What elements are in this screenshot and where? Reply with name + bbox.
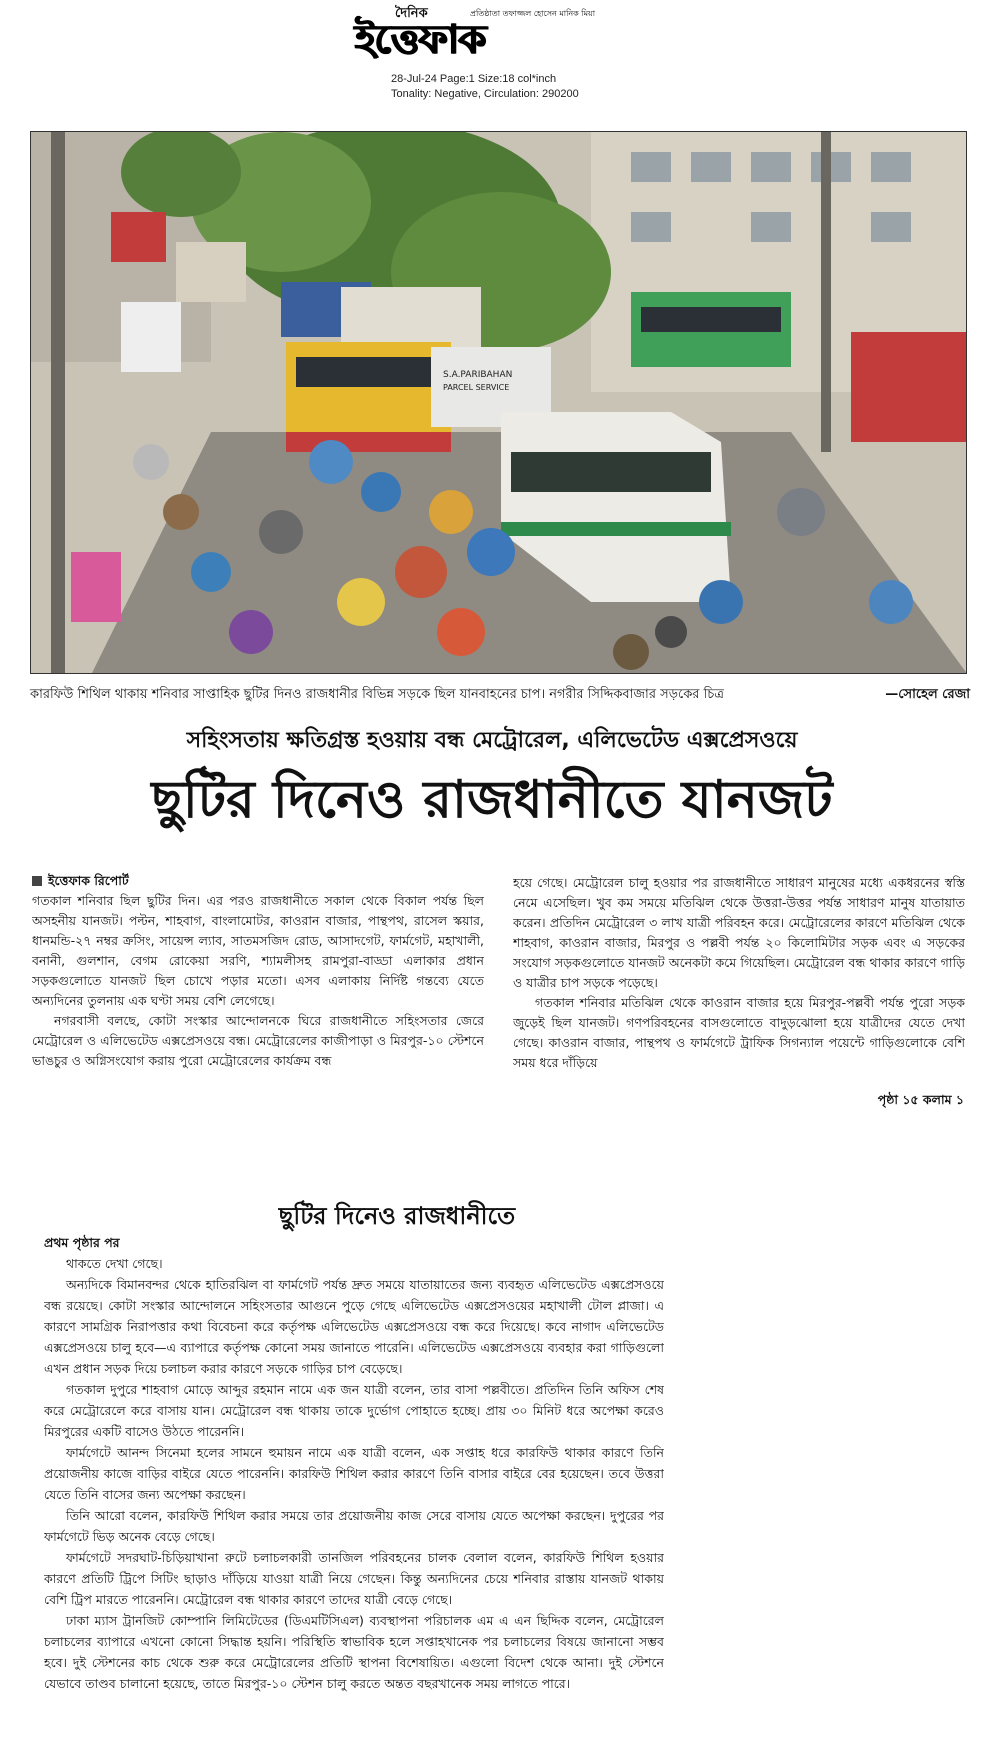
- continuation-from: প্রথম পৃষ্ঠার পর: [44, 1235, 120, 1250]
- article-paragraph: নগরবাসী বলছে, কোটা সংস্কার আন্দোলনকে ঘিরে রাজধানীতে সহিংসতার জেরে মেট্রোরেল ও এলিভেটেড এক্সপ্রেসওয়ে বন্ধ। মেট্রোরেলের কাজীপাড়া ও মিরপুর-১০ স্টেশনে ভাঙচুর ও অগ্নিসংযোগ করায় পুরো মেট্রোরেলের কার্যক্রম বন্ধ: [32, 1013, 484, 1068]
- byline-square-icon: [32, 876, 42, 886]
- masthead-logo: ইত্তেফাক: [355, 17, 486, 63]
- traffic-photo-illustration: [31, 132, 967, 674]
- continuation-paragraph: গতকাল দুপুরে শাহবাগ মোড়ে আব্দুর রহমান নামে এক জন যাত্রী বলেন, তার বাসা পল্লবীতে। প্রতিদিন তিনি অফিস শেষ করে মেট্রোরেলে করে বাসায় যান। মেট্রোরেল বন্ধ থাকায় তাকে দুর্ভোগ পোহাতে হচ্ছে। প্রায় ৩০ মিনিট ধরে অপেক্ষা করেও মিরপুরের একটি বাসেও উঠতে পারেননি।: [44, 1382, 664, 1439]
- article-paragraph: গতকাল শনিবার মতিঝিল থেকে কাওরান বাজার হয়ে মিরপুর-পল্লবী পর্যন্ত পুরো সড়ক জুড়েই ছিল যানজট। গণপরিবহনের বাসগুলোতে বাদুড়ঝোলা হয়ে যাত্রীদের যেতে দেখা গেছে। কাওরান বাজার, পান্থপথ ও ফার্মগেটে ট্রাফিক সিগন্যাল পয়েন্টে গাড়িগুলোকে বেশি সময় ধরে দাঁড়িয়ে: [513, 995, 965, 1070]
- clipping-meta: [391, 72, 579, 102]
- continuation-body: [44, 1253, 664, 1753]
- bus-sign-2: PARCEL SERVICE: [443, 383, 510, 392]
- photo-caption: [30, 685, 970, 706]
- photo-credit: —সোহেল রেজা: [885, 687, 970, 702]
- article-column-left: [32, 891, 484, 1111]
- bus-sign-1: S.A.PARIBAHAN: [443, 370, 513, 380]
- traffic-photo: [30, 131, 967, 674]
- masthead: [355, 4, 635, 70]
- masthead-small: দৈনিক: [395, 6, 428, 21]
- article-headline: ছুটির দিনেও রাজধানীতে যানজট: [151, 770, 833, 830]
- continuation-headline: ছুটির দিনেও রাজধানীতে: [278, 1202, 516, 1230]
- continuation-paragraph: থাকতে দেখা গেছে।: [66, 1256, 163, 1271]
- article-column-right: [513, 873, 965, 1113]
- meta-line-2: Tonality: Negative, Circulation: 290200: [391, 88, 579, 100]
- byline-text: ইত্তেফাক রিপোর্ট: [48, 873, 129, 888]
- article-paragraph: হয়ে গেছে। মেট্রোরেল চালু হওয়ার পর রাজধানীতে সাধারণ মানুষের মধ্যে একধরনের স্বস্তি নেমে এসেছিল। খুব কম সময়ে মতিঝিল থেকে উত্তরা-উত্তর পর্যন্ত সাধারণ মানুষ যাতায়াত করেন। প্রতিদিন মেট্রোরেল ৩ লাখ যাত্রী পরিবহন করে। মেট্রোরেলের কারণে মতিঝিল থেকে শাহবাগ, কাওরান বাজার, মিরপুর ও পল্লবী পর্যন্ত ২০ কিলোমিটার সড়ক এবং এ সড়কের সংযোগ সড়কগুলোতে যানজট অনেকটা কমে গিয়েছিল। মেট্রোরেল বন্ধ থাকার কারণে গাড়ি ও যাত্রীর চাপ সড়কে পড়েছে।: [513, 875, 965, 990]
- continuation-paragraph: ফার্মগেটে সদরঘাট-চিড়িয়াখানা রুটে চলাচলকারী তানজিল পরিবহনের চালক বেলাল বলেন, কারফিউ শিথিল হওয়ার কারণে প্রতিটি ট্রিপে সিটিং ছাড়াও দাঁড়িয়ে যাওয়া যাত্রী নিয়ে গেছেন। কিন্তু অন্যদিনের চেয়ে শনিবার রাস্তায় যানজট থাকায় বেশি ট্রিপ মারতে পারেননি। মেট্রোরেল বন্ধ থাকার কারণে তাদের যাত্রী বেড়ে গেছে।: [44, 1550, 664, 1607]
- continuation-paragraph: ঢাকা ম্যাস ট্রানজিট কোম্পানি লিমিটেডের (ডিএমটিসিএল) ব্যবস্থাপনা পরিচালক এম এ এন ছিদ্দিক বলেন, মেট্রোরেল চলাচলের ব্যাপারে এখনো কোনো সিদ্ধান্ত হয়নি। পরিস্থিতি স্বাভাবিক হলে সপ্তাহখানেক পর চলাচলের বিষয়ে জানানো সম্ভব হবে। দুই স্টেশনের কাচ থেকে শুরু করে মেট্রোরেলের প্রতিটি স্থাপনা বিশেষায়িত। এগুলো বিদেশ থেকে আনা। দুই স্টেশনে যেভাবে তাণ্ডব চালানো হয়েছে, তাতে মিরপুর-১০ স্টেশন চালু করতে অন্তত বছরখানেক সময় লাগতে পারে।: [44, 1613, 664, 1691]
- caption-text: কারফিউ শিথিল থাকায় শনিবার সাপ্তাহিক ছুটির দিনও রাজধানীর বিভিন্ন সড়কে ছিল যানবাহনের চাপ। নগরীর সিদ্দিকবাজার সড়কের চিত্র: [30, 687, 724, 702]
- masthead-tagline: প্রতিষ্ঠাতা তফাজ্জল হোসেন মানিক মিয়া: [470, 9, 596, 18]
- continuation-paragraph: ফার্মগেটে আনন্দ সিনেমা হলের সামনে হুমায়ন নামে এক যাত্রী বলেন, এক সপ্তাহ ধরে কারফিউ থাকার কারণে তিনি প্রয়োজনীয় কাজে বাড়ির বাইরে যেতে পারেননি। কারফিউ শিথিল করার কারণে তিনি বাসার বাইরে বের হয়েছেন। তবে উত্তরা যেতে তিনি বাসের জন্য অপেক্ষা করছেন।: [44, 1445, 664, 1502]
- article-byline: [32, 873, 129, 893]
- meta-line-1: 28-Jul-24 Page:1 Size:18 col*inch: [391, 73, 557, 85]
- jump-reference: পৃষ্ঠা ১৫ কলাম ১: [872, 1092, 964, 1112]
- continuation-paragraph: অন্যদিকে বিমানবন্দর থেকে হাতিরঝিল বা ফার্মগেট পর্যন্ত দ্রুত সময়ে যাতায়াতের জন্য ব্যবহৃত এলিভেটেড এক্সপ্রেসওয়ে বন্ধ রয়েছে। কোটা সংস্কার আন্দোলনে সহিংসতার আগুনে পুড়ে গেছে এলিভেটেড এক্সপ্রেসওয়ের মহাখালী টোল প্লাজা। এ কারণে সামগ্রিক নিরাপত্তার কথা বিবেচনা করে কর্তৃপক্ষ এলিভেটেড এক্সপ্রেসওয়ে বন্ধ করে দিয়েছে। কবে নাগাদ এলিভেটেড এক্সপ্রেসওয়ে চালু হবে—এ ব্যাপারে কর্তৃপক্ষ কোনো সময় জানাতে পারেনি। এলিভেটেড এক্সপ্রেসওয়ে ব্যবহার করা গাড়িগুলো এখন প্রধান সড়ক দিয়ে চলাচল করার কারণে সড়কে গাড়ির চাপ বেড়েছে।: [44, 1277, 664, 1376]
- article-kicker: সহিংসতায় ক্ষতিগ্রস্ত হওয়ায় বন্ধ মেট্রোরেল, এলিভেটেড এক্সপ্রেসওয়ে: [186, 728, 798, 753]
- article-paragraph: গতকাল শনিবার ছিল ছুটির দিন। এর পরও রাজধানীতে সকাল থেকে বিকাল পর্যন্ত ছিল অসহনীয় যানজট। পল্টন, শাহবাগ, বাংলামোটর, কাওরান বাজার, পান্থপথ, রাসেল স্কয়ার, ধানমন্ডি-২৭ নম্বর ক্রসিং, সায়েন্স ল্যাব, সাতমসজিদ রোড, আসাদগেট, ফার্মগেট, মহাখালী, বনানী, গুলশান, বেগম রোকেয়া সরণি, শ্যামলীসহ রামপুরা-বাড্ডা এলাকার প্রধান সড়কগুলোতে যানজট ছিল চোখে পড়ার মতো। এসব এলাকায় নির্দিষ্ট গন্তব্যে যেতে অন্যদিনের তুলনায় এক ঘণ্টা সময় বেশি লেগেছে।: [32, 893, 484, 1008]
- continuation-paragraph: তিনি আরো বলেন, কারফিউ শিথিল করার সময়ে তার প্রয়োজনীয় কাজ সেরে বাসায় যেতে অপেক্ষা করছেন। দুপুরের পর ফার্মগেটে ভিড় অনেক বেড়ে গেছে।: [44, 1508, 664, 1544]
